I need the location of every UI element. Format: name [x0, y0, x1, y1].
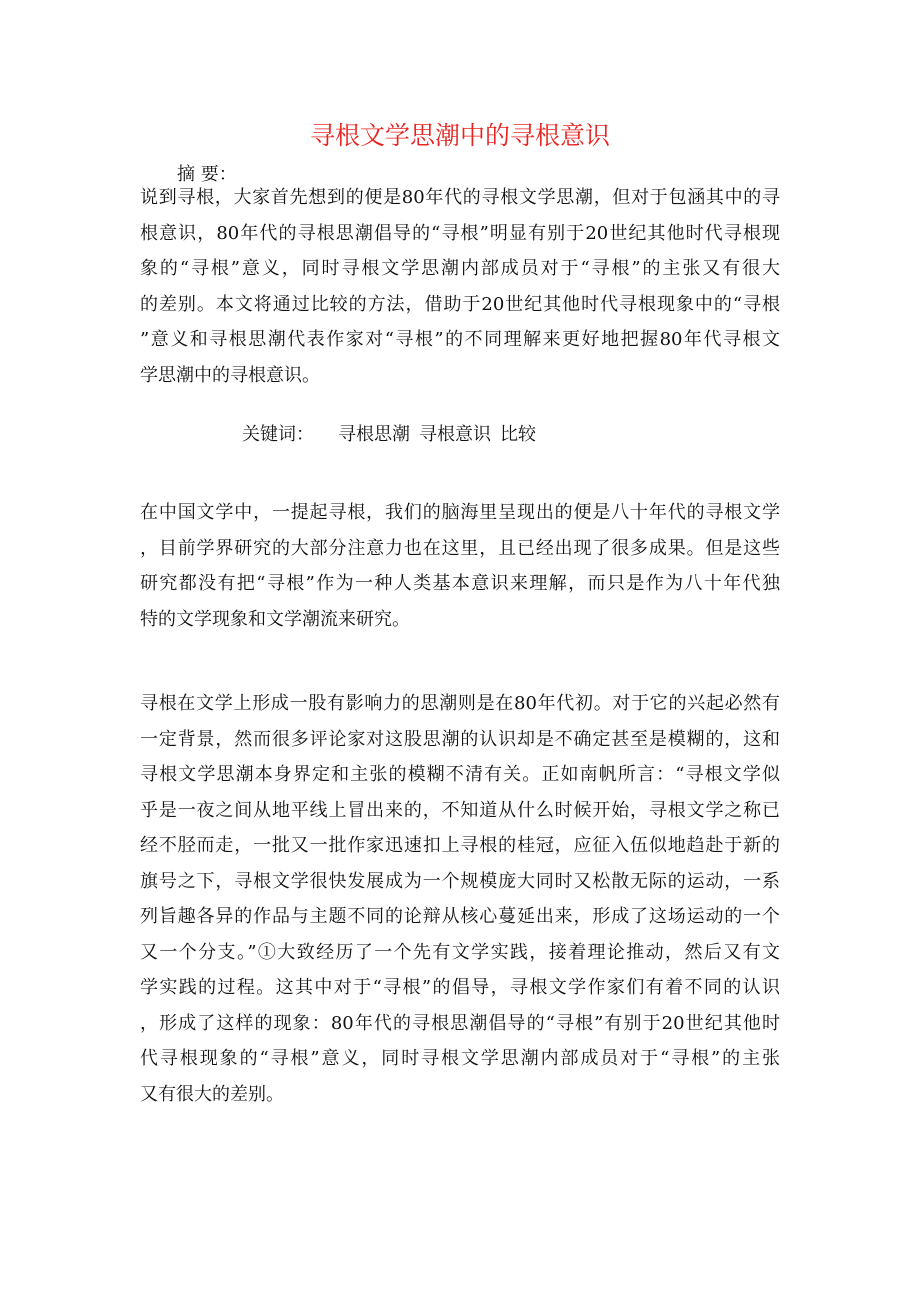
text-line: 又有很大的差别。	[140, 1083, 284, 1105]
body-paragraph-2	[140, 686, 780, 1112]
keyword: 比较	[500, 424, 536, 445]
text-line: 研究都没有把“寻根”作为一种人类基本意识来理解，而只是作为八十年代独	[140, 573, 780, 594]
text-line: 特的文学现象和文学潮流来研究。	[140, 608, 410, 630]
body-paragraph-1	[140, 495, 780, 637]
text-line: 经不胫而走，一批又一批作家迅速扣上寻根的桂冠，应征入伍似地趋赴于新的	[140, 835, 780, 856]
abstract-paragraph	[140, 180, 780, 393]
text-line: 旗号之下，寻根文学很快发展成为一个规模庞大同时又松散无际的运动，一系	[140, 870, 780, 892]
text-line: 又一个分支。”①大致经历了一个先有文学实践，接着理论推动，然后又有文	[140, 941, 780, 963]
text-line: 根意识，80年代的寻根思潮倡导的“寻根”明显有别于20世纪其他时代寻根现	[140, 222, 780, 244]
text-line: 的差别。本文将通过比较的方法，借助于20世纪其他时代寻根现象中的“寻根	[140, 293, 780, 315]
keyword: 寻根思潮	[338, 424, 410, 445]
keywords-line	[242, 418, 536, 452]
text-line: 寻根文学思潮本身界定和主张的模糊不清有关。正如南帆所言：“寻根文学似	[140, 764, 780, 785]
text-line: 象的“寻根”意义，同时寻根文学思潮内部成员对于“寻根”的主张又有很大	[140, 258, 780, 279]
abstract-label: 摘 要：	[177, 164, 237, 185]
text-line: 代寻根现象的“寻根”意义，同时寻根文学思潮内部成员对于“寻根”的主张	[140, 1048, 780, 1069]
keyword: 寻根意识	[419, 424, 491, 445]
document-title: 寻根文学思潮中的寻根意识	[309, 121, 610, 150]
text-line: ，形成了这样的现象：80年代的寻根思潮倡导的“寻根”有别于20世纪其他时	[140, 1012, 780, 1034]
text-line: 学思潮中的寻根意识。	[140, 364, 320, 386]
text-line: ，目前学界研究的大部分注意力也在这里，且已经出现了很多成果。但是这些	[140, 537, 780, 559]
text-line: 乎是一夜之间从地平线上冒出来的，不知道从什么时候开始，寻根文学之称已	[140, 799, 780, 821]
text-line: 在中国文学中，一提起寻根，我们的脑海里呈现出的便是八十年代的寻根文学	[140, 502, 780, 523]
text-line: 列旨趣各异的作品与主题不同的论辩从核心蔓延出来，形成了这场运动的一个	[140, 906, 780, 927]
keywords-label: 关键词：	[242, 424, 314, 445]
text-line: 一定背景，然而很多评论家对这股思潮的认识却是不确定甚至是模糊的，这和	[140, 728, 780, 750]
text-line: 学实践的过程。这其中对于“寻根”的倡导，寻根文学作家们有着不同的认识	[140, 977, 780, 998]
text-line: 寻根在文学上形成一股有影响力的思潮则是在80年代初。对于它的兴起必然有	[140, 693, 780, 714]
text-line: ”意义和寻根思潮代表作家对“寻根”的不同理解来更好地把握80年代寻根文	[140, 329, 780, 350]
text-line: 说到寻根，大家首先想到的便是80年代的寻根文学思潮，但对于包涵其中的寻	[140, 187, 780, 208]
